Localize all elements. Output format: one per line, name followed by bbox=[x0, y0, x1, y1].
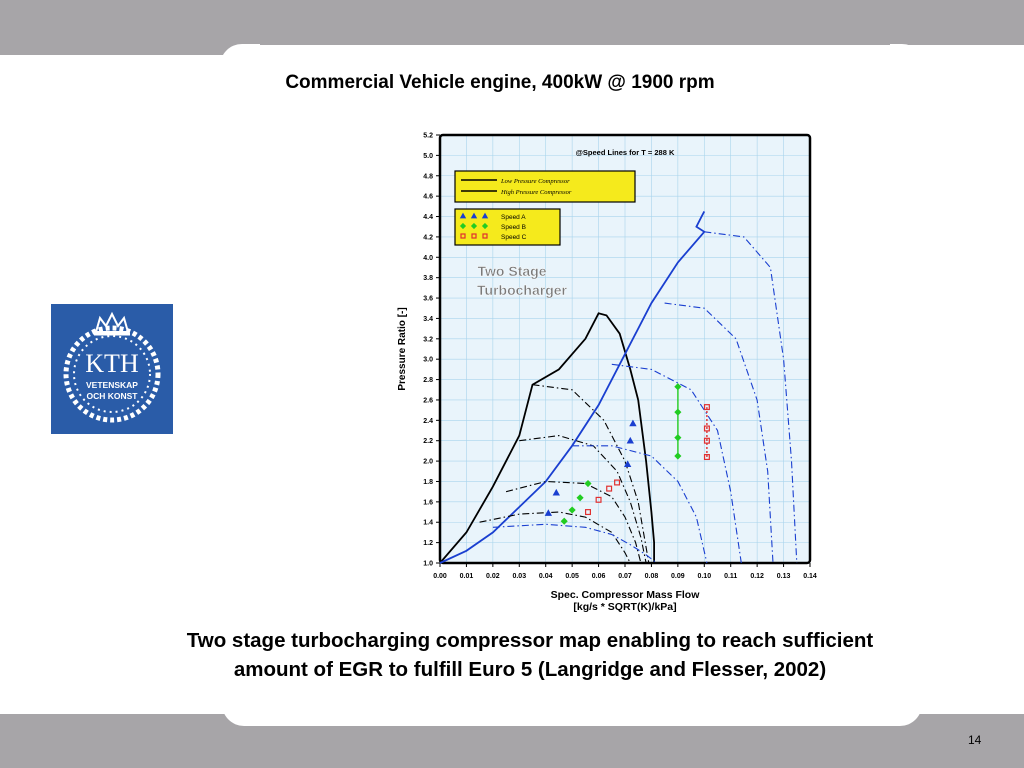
y-tick-label: 3.4 bbox=[423, 315, 433, 323]
logo-line2: OCH KONST bbox=[86, 391, 138, 401]
y-tick-label: 1.6 bbox=[423, 499, 433, 507]
y-tick-label: 4.8 bbox=[423, 173, 433, 181]
y-tick-label: 2.0 bbox=[423, 458, 433, 466]
x-tick-label: 0.07 bbox=[618, 573, 632, 580]
x-tick-label: 0.05 bbox=[565, 573, 579, 580]
y-tick-label: 2.4 bbox=[423, 417, 433, 425]
y-tick-label: 1.8 bbox=[423, 478, 433, 486]
legend-speed-c: Speed C bbox=[501, 234, 527, 241]
slide-right-panel bbox=[924, 55, 1024, 714]
legend-speed-b: Speed B bbox=[501, 224, 526, 231]
legend-points bbox=[455, 209, 560, 245]
page-number: 14 bbox=[968, 733, 982, 747]
y-axis-label: Pressure Ratio [-] bbox=[397, 307, 408, 391]
x-tick-label: 0.12 bbox=[750, 573, 764, 580]
y-tick-label: 2.2 bbox=[423, 438, 433, 446]
x-tick-label: 0.01 bbox=[459, 573, 474, 580]
legend-line-label: High Pressure Compressor bbox=[501, 189, 572, 196]
annotation-line1: Two Stage bbox=[477, 263, 547, 279]
y-tick-label: 3.0 bbox=[423, 356, 433, 364]
logo-line1: VETENSKAP bbox=[86, 380, 138, 390]
bottom-tab bbox=[932, 714, 1024, 724]
x-tick-label: 0.11 bbox=[724, 573, 738, 580]
slide-caption: Two stage turbocharging compressor map enabling to reach sufficient amount of EGR to fulfill Euro 5 (Langridge and Flesser, 2002) bbox=[186, 629, 874, 681]
logo-name: KTH bbox=[85, 349, 139, 378]
x-tick-label: 0.14 bbox=[803, 573, 817, 580]
legend-line-label: Low Pressure Compressor bbox=[501, 178, 570, 185]
x-tick-label: 0.06 bbox=[591, 573, 606, 580]
x-axis-label: Spec. Compressor Mass Flow bbox=[550, 589, 700, 601]
compressor-map-chart bbox=[393, 125, 823, 615]
x-tick-label: 0.03 bbox=[512, 573, 527, 580]
y-tick-label: 5.2 bbox=[423, 132, 433, 140]
y-tick-label: 1.4 bbox=[423, 519, 433, 527]
x-tick-label: 0.09 bbox=[671, 573, 685, 580]
x-tick-label: 0.13 bbox=[776, 573, 791, 580]
kth-emblem-icon bbox=[51, 304, 173, 434]
y-tick-label: 4.0 bbox=[423, 254, 433, 262]
y-tick-label: 3.6 bbox=[423, 295, 433, 303]
x-tick-labels bbox=[433, 563, 817, 580]
y-tick-label: 1.0 bbox=[423, 560, 433, 568]
compressor-map-svg bbox=[393, 125, 823, 615]
legend-lines-box bbox=[455, 171, 635, 202]
y-tick-label: 3.2 bbox=[423, 336, 433, 344]
x-tick-label: 0.08 bbox=[644, 573, 659, 580]
kth-logo bbox=[51, 304, 173, 434]
y-tick-label: 4.2 bbox=[423, 234, 433, 242]
y-tick-label: 4.4 bbox=[423, 214, 433, 222]
x-tick-label: 0.10 bbox=[697, 573, 712, 580]
y-tick-label: 2.6 bbox=[423, 397, 433, 405]
slide-bottom-round bbox=[222, 700, 922, 726]
y-tick-label: 2.8 bbox=[423, 377, 433, 385]
annotation-line2: Turbocharger bbox=[477, 282, 567, 298]
chart-title: @Speed Lines for T = 288 K bbox=[575, 148, 675, 157]
x-axis-unit: [kg/s * SQRT(K)/kPa] bbox=[573, 601, 677, 613]
y-tick-label: 5.0 bbox=[423, 152, 433, 160]
legend-lines bbox=[455, 171, 635, 202]
y-tick-labels bbox=[423, 133, 440, 568]
y-tick-label: 3.8 bbox=[423, 275, 433, 283]
x-tick-label: 0.04 bbox=[538, 573, 553, 580]
x-tick-label: 0.02 bbox=[486, 573, 500, 580]
y-tick-label: 4.6 bbox=[423, 193, 433, 201]
slide-title: Commercial Vehicle engine, 400kW @ 1900 rpm bbox=[285, 72, 715, 93]
legend-speed-a: Speed A bbox=[501, 214, 526, 221]
bottom-tab bbox=[0, 714, 132, 724]
slide-top-tab bbox=[0, 45, 240, 55]
x-tick-label: 0.00 bbox=[433, 573, 447, 580]
legend-point-markers bbox=[461, 214, 488, 239]
y-tick-label: 1.2 bbox=[423, 540, 433, 548]
